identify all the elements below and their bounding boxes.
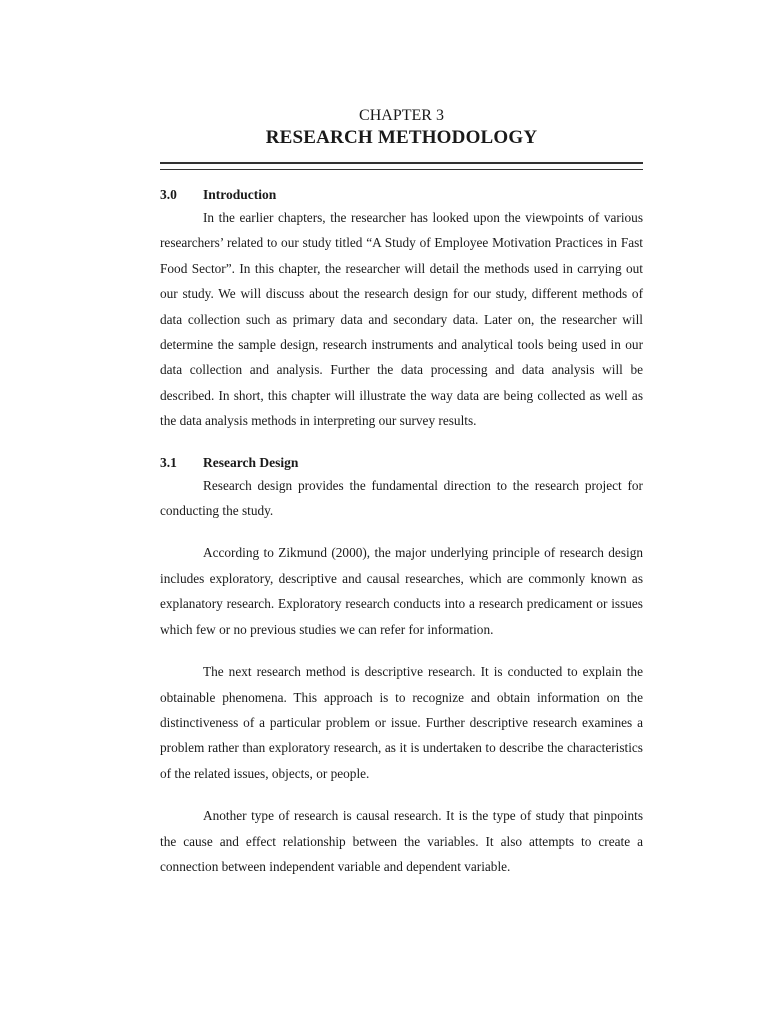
paragraph: Research design provides the fundamental direction to the research project for conducting the study.	[160, 477, 643, 519]
section-number: 3.1	[160, 454, 177, 470]
paragraph: In the earlier chapters, the researcher has looked upon the viewpoints of various researchers’ related to our study titled “A Study of Employee Motivation Practices in Fast Food Sector”. In this chapter, the researcher will detail the methods used in carrying out our study. We will discuss about the research design for our study, different methods of data collection such as primary data and secondary data. Later on, the researcher will determine the sample design, research instruments and analytical tools being used in our data collection and analysis. Further the data processing and data analysis will be described. In short, this chapter will illustrate the way data are being collected as well as the data analysis methods in interpreting our survey results.	[160, 210, 643, 429]
chapter-label: CHAPTER 3	[359, 107, 444, 124]
paragraph: According to Zikmund (2000), the major underlying principle of research design includes exploratory, descriptive and causal researches, which are commonly known as explanatory research. Exploratory research conducts into a research predicament or issues which few or no previous studies we can refer for information.	[160, 545, 643, 637]
section-heading	[160, 185, 643, 205]
section-heading	[160, 453, 643, 473]
section-title: Research Design	[203, 454, 299, 470]
chapter-title: RESEARCH METHODOLOGY	[265, 127, 538, 148]
page-content	[160, 106, 643, 879]
section-title: Introduction	[203, 187, 277, 202]
section-introduction	[160, 185, 643, 434]
section-research-design	[160, 453, 643, 880]
title-double-rule	[160, 162, 643, 170]
section-number: 3.0	[160, 187, 177, 202]
paragraph: The next research method is descriptive research. It is conducted to explain the obtainable phenomena. This approach is to recognize and obtain information on the distinctiveness of a particular problem or issue. Further descriptive research examines a problem rather than exploratory research, as it is undertaken to describe the characteristics of the related issues, objects, or people.	[160, 664, 643, 781]
paragraph: Another type of research is causal research. It is the type of study that pinpoints the cause and effect relationship between the variables. It also attempts to create a connection between independent variable and dependent variable.	[160, 808, 643, 874]
